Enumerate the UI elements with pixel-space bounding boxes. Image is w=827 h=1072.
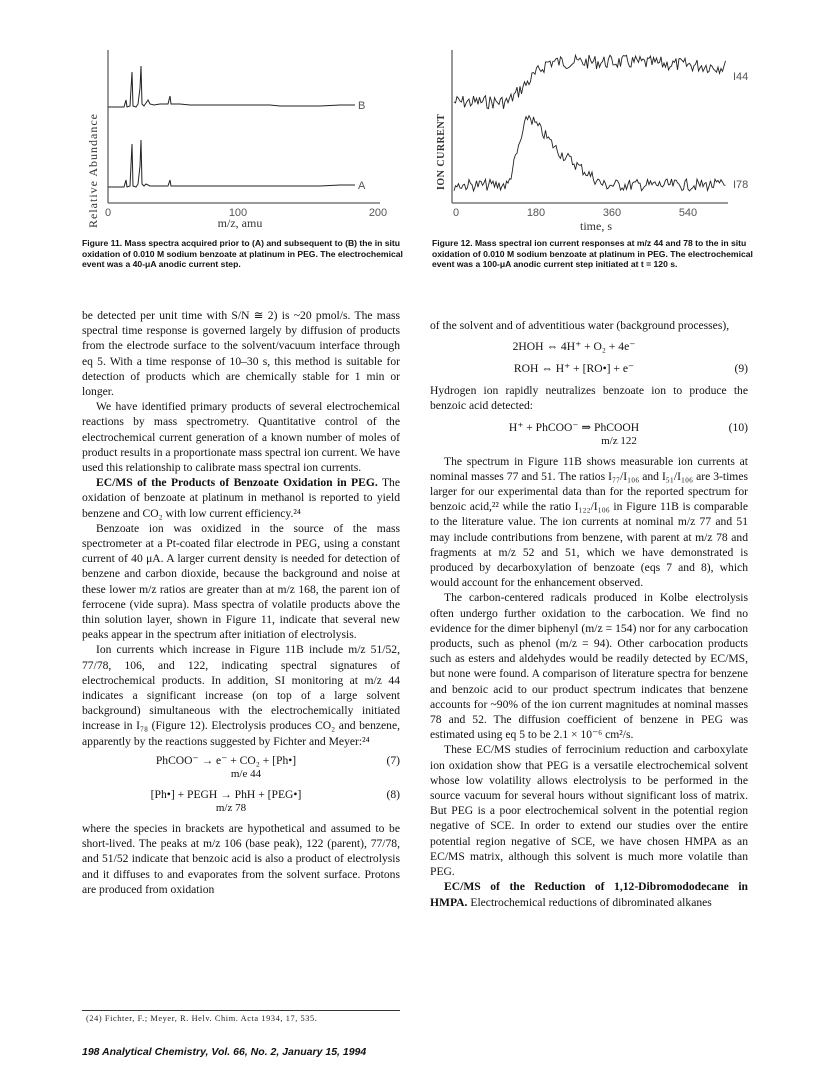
left-para-1: be detected per unit time with S/N ≅ 2) is ~20 pmol/s. The mass spectral time response is governed largely by diffusion of products from the electrode surface to the solvent/vacuum interface through eq 5. With a time response of 10–30 s, this method is suitable for detection of products which are chemically stable for 1 min or longer. xyxy=(82,309,400,399)
figure-12 xyxy=(428,40,768,235)
left-column xyxy=(82,308,400,897)
fig12-trace-i44 xyxy=(454,55,726,109)
left-para-4: Benzoate ion was oxidized in the source of the mass spectrometer at a Pt-coated filar electrode in PEG, using a constant current of 40 μA. A larger current density is needed for detection of benzene and carbon dioxide, because the background and noise at these lower m/z ratios are greater than at m/z 168, the parent ion of ferrocene (vide supra). Mass spectra of volatile products above the thin solution layer, shown in Figure 11, indicate that several new peaks appear in the spectrum after initiation of electrolysis. xyxy=(82,521,400,642)
left-para-3-text: The oxidation of benzoate at platinum in methanol is reported to yield benzene and CO₂ with low current efficiency.²⁴ xyxy=(82,476,400,520)
fig12-tick-540: 540 xyxy=(678,207,698,219)
fig12-label-i78: I78 xyxy=(733,179,749,191)
fig12-tick-180: 180 xyxy=(526,207,546,219)
left-para-2: We have identified primary products of several electrochemical reactions by mass spectrometry. Quantitative control of the electrochemical current generation of a known number of moles of product results in a proportionate mass spectral ion current. We have used this relationship to calibrate mass spectral ion currents. xyxy=(82,400,400,475)
right-para-5: These EC/MS studies of ferrocinium reduction and carboxylate ion oxidation show that PEG is a versatile electrochemical solvent whose low volatility allows electrolysis to be performed in the source vacuum for several hours without significant loss of matrix. But PEG is a poor electrochemical solvent in the potential region negative of SCE. In order to extend our studies over the entire potential region negative of SCE, we have chosen HMPA as an EC/MS matrix, although this solvent is much more volatile than PEG. xyxy=(430,743,748,879)
footnote-rule xyxy=(82,1010,400,1011)
fig11-ylabel: Relative Abundance xyxy=(86,113,100,228)
equation-10 xyxy=(430,420,748,454)
fig11-caption: Figure 11. Mass spectra acquired prior to (A) and subsequent to (B) the in situ oxidation of 0.010 M sodium benzoate at platinum in PEG. The electrochemical event was a 40-μA anodic current step. xyxy=(82,238,403,269)
equation-8 xyxy=(82,787,400,817)
fig11-tick-200: 200 xyxy=(368,207,388,219)
right-para-2: Hydrogen ion rapidly neutralizes benzoate ion to produce the benzoic acid detected: xyxy=(430,384,748,413)
left-para-3 xyxy=(82,475,400,521)
section-heading-benzoate: EC/MS of the Products of Benzoate Oxidation in PEG. xyxy=(96,476,378,490)
fig12-trace-i78 xyxy=(454,116,726,191)
footnote-24: (24) Fichter, F.; Meyer, R. Helv. Chim. Acta 1934, 17, 535. xyxy=(86,1014,318,1023)
equation-water-body: 2HOH ⇔ 4H⁺ + O₂ + 4e⁻ xyxy=(512,340,636,354)
fig11-xlabel: m/z, amu xyxy=(217,216,263,230)
fig11-label-a: A xyxy=(358,180,366,192)
fig12-tick-0: 0 xyxy=(452,207,460,219)
fig11-label-b: B xyxy=(358,100,366,112)
equation-9-number: (9) xyxy=(734,362,748,376)
fig11-trace-b xyxy=(108,66,355,107)
equation-10-body: H⁺ + PhCOO⁻ ⇒ PhCOOH xyxy=(508,420,640,434)
equation-water xyxy=(430,339,748,359)
fig11-tick-100: 100 xyxy=(228,207,248,219)
fig12-label-i44: I44 xyxy=(733,71,749,83)
equation-10-sub: m/z 122 xyxy=(601,434,637,447)
fig11-tick-0: 0 xyxy=(104,207,112,219)
equation-8-body: [Ph•] + PEGH → PhH + [PEG•] xyxy=(150,787,302,801)
right-para-3: The spectrum in Figure 11B shows measurable ion currents at nominal masses 77 and 51. The ratios I₇₇/I₁₀₆ and I₅₁/I₁₀₆ are 3-times larger for our experimental data than for the reported spectrum for benzoic acid,²² while the ratio I₁₂₂/I₁₀₆ in Figure 11B is comparable to the literature value. The ion currents at nominal m/z 77 and 51 may include contributions from benzene, with parent at m/z 78 and fragments at m/z 52 and 51, which we have demonstrated is produced by decarboxylation of benzoate (eqs 7 and 8), which would account for the enhancement observed. xyxy=(430,454,748,590)
fig12-xlabel: time, s xyxy=(580,219,612,233)
page-footer: 198 Analytical Chemistry, Vol. 66, No. 2, January 15, 1994 xyxy=(82,1046,367,1058)
fig12-caption: Figure 12. Mass spectral ion current responses at m/z 44 and 78 to the in situ oxidation of 0.010 M sodium benzoate at platinum in PEG. The electrochemical event was a 100-μA anodic current step initiated at t = 120 s. xyxy=(432,238,753,269)
fig12-ylabel: ION CURRENT xyxy=(436,113,447,190)
equation-7 xyxy=(82,753,400,783)
right-column xyxy=(430,318,748,910)
section-heading-hmpa: EC/MS of the Reduction of 1,12-Dibromododecane in HMPA. xyxy=(430,880,748,909)
right-para-6 xyxy=(430,879,748,909)
right-para-6-text: Electrochemical reductions of dibrominated alkanes xyxy=(470,895,712,909)
fig11-trace-a xyxy=(108,140,355,187)
equation-8-number: (8) xyxy=(386,787,400,801)
figure-12-plot xyxy=(428,40,768,235)
fig12-tick-360: 360 xyxy=(602,207,622,219)
left-para-5: Ion currents which increase in Figure 11B include m/z 51/52, 77/78, 106, and 122, indicating spectral signatures of electrochemical products. In addition, SI monitoring at m/z 44 indicates a significant increase (on top of a large solvent background) simultaneous with the electrochemically initiated increase in I₇₈ (Figure 12). Electrolysis produces CO₂ and benzene, apparently by the reactions suggested by Fichter and Meyer:²⁴ xyxy=(82,643,400,748)
equation-7-number: (7) xyxy=(386,753,400,767)
equation-10-number: (10) xyxy=(728,420,748,434)
equation-7-sub: m/e 44 xyxy=(230,767,262,780)
right-para-4: The carbon-centered radicals produced in Kolbe electrolysis often undergo further oxidation to the carbocation. We find no evidence for the dimer biphenyl (m/z = 154) nor for any carbocation products, such as phenol (m/z = 94). Other carbocation products such as esters and aldehydes would be readily detected by EC/MS, but none were found. A comparison of literature spectra for benzene and benzoic acid to our product spectrum indicates that benzene accounts for ~90% of the ion current magnitudes at nominal masses 78 and 52. The diffusion coefficient of benzene in PEG was estimated using eq 5 to be 2.1 × 10⁻⁶ cm²/s. xyxy=(430,591,748,742)
figure-11-plot xyxy=(80,40,410,230)
equation-7-body: PhCOO⁻ → e⁻ + CO₂ + [Ph•] xyxy=(155,753,297,767)
equation-9 xyxy=(430,361,748,383)
equation-8-sub: m/z 78 xyxy=(215,801,247,814)
figure-11 xyxy=(80,40,410,230)
right-para-1: of the solvent and of adventitious water (background processes), xyxy=(430,319,730,332)
left-para-6: where the species in brackets are hypothetical and assumed to be short-lived. The peaks at m/z 106 (base peak), 122 (parent), 77/78, and 51/52 indicate that benzoic acid is also a product of electrolysis and it diffuses to and evaporates from the solvent surface. Protons are produced from oxidation xyxy=(82,821,400,896)
equation-9-body: ROH ⇔ H⁺ + [RO•] + e⁻ xyxy=(513,362,635,376)
